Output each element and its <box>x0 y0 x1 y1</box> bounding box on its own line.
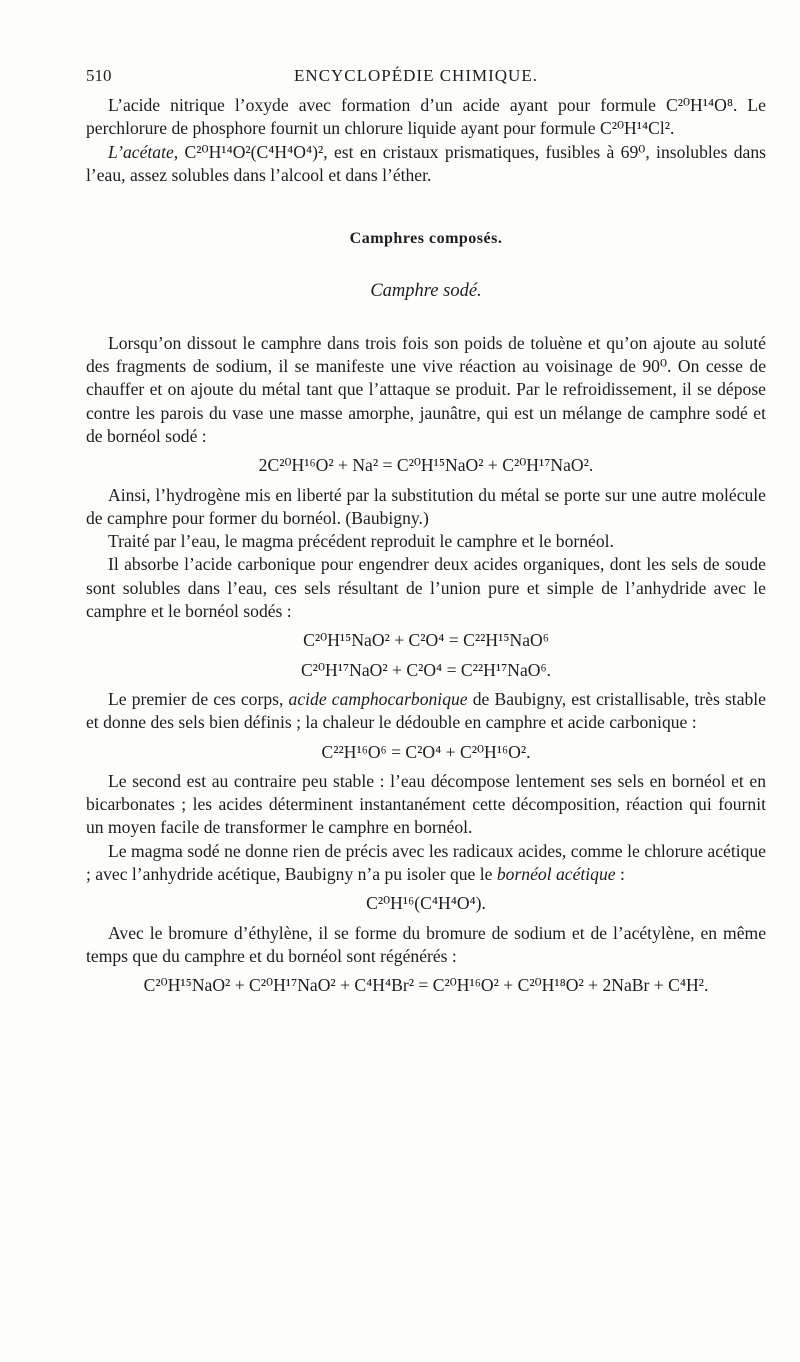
p7-start: Le premier de ces corps, <box>108 688 289 709</box>
p7-end: de Baubigny, est cristallisable, très stable et donne des sels bien définis ; la chaleur le dédouble en camphre et acide carbonique : <box>86 688 766 733</box>
paragraph-sodium-camphor: Lorsqu’on dissout le camphre dans trois fois son poids de toluène et qu’on ajoute au soluté des fragments de sodium, il se manifeste une vive réaction au voisinage de 90⁰. On cesse de chauffer et on ajoute du métal tant que l’attaque se produit. Par le refroidissement, il se dépose contre les parois du vase une masse amorphe, jaunâtre, qui est un mélange de camphre sodé et de bornéol sodé : <box>86 332 766 446</box>
paragraph-carbonic-acid: Il absorbe l’acide carbonique pour engendrer deux acides organiques, dont les sels de soude sont solubles dans l’eau, ces sels résultant de l’union pure et simple de l’anhydride avec le camphre et le bornéol sodés : <box>86 554 766 622</box>
p9-start: Le magma sodé ne donne rien de précis avec les radicaux acides, comme le chlorure acétique ; avec l’anhydride acétique, Baubigny n’a pu isoler que le <box>86 840 766 885</box>
equation-3: C²⁰H¹⁷NaO² + C²O⁴ = C²²H¹⁷NaO⁶. <box>300 659 552 680</box>
equation-2: C²⁰H¹⁵NaO² + C²O⁴ = C²²H¹⁵NaO⁶ <box>303 630 549 651</box>
section-title: Camphres composés. <box>349 230 503 248</box>
equation-4: C²²H¹⁶O⁶ = C²O⁴ + C²⁰H¹⁶O². <box>321 741 531 762</box>
p9-end: : <box>615 864 625 885</box>
equation-6: C²⁰H¹⁵NaO² + C²⁰H¹⁷NaO² + C⁴H⁴Br² = C²⁰H¹⁶O² + C²⁰H¹⁸O² + 2NaBr + C⁴H². <box>143 975 709 996</box>
acetate-term: L’acétate, <box>108 141 179 162</box>
paragraph-acid-radicals <box>86 840 766 887</box>
paragraph-nitric-acid: L’acide nitrique l’oxyde avec formation d’un acide ayant pour formule C²⁰H¹⁴O⁸. Le perchlorure de phosphore fournit un chlorure liquide ayant pour formule C²⁰H¹⁴Cl². <box>86 95 766 139</box>
borneol-acetique-term: bornéol acétique <box>496 864 616 885</box>
page-number: 510 <box>86 66 112 85</box>
acetate-description: C²⁰H¹⁴O²(C⁴H⁴O⁴)², est en cristaux prismatiques, fusibles à 69⁰, insolubles dans l’eau, assez solubles dans l’alcool et dans l’éther. <box>86 141 766 185</box>
paragraph-camphocarbonic-acid <box>86 688 766 735</box>
paragraph-hydrogen: Ainsi, l’hydrogène mis en liberté par la substitution du métal se porte sur une autre molécule de camphre pour former du bornéol. (Baubigny.) <box>86 484 766 528</box>
paragraph-ethylene-bromide: Avec le bromure d’éthylène, il se forme du bromure de sodium et de l’acétylène, en même temps que du camphre et du bornéol sont régénérés : <box>86 922 766 966</box>
running-title: ENCYCLOPÉDIE CHIMIQUE. <box>294 66 538 85</box>
paragraph-acetate <box>86 141 766 188</box>
subsection-title: Camphre sodé. <box>370 281 482 302</box>
camphocarbonic-term: acide camphocarbonique <box>288 688 468 709</box>
page-body <box>86 94 766 1004</box>
page-header <box>86 66 746 90</box>
paragraph-second-compound: Le second est au contraire peu stable : l’eau décompose lentement ses sels en bornéol et en bicarbonates ; les acides déterminent instantanément cette décomposition, réaction qui fournit un moyen facile de transformer le camphre en bornéol. <box>86 770 766 838</box>
equation-5: C²⁰H¹⁶(C⁴H⁴O⁴). <box>366 893 486 914</box>
equation-1: 2C²⁰H¹⁶O² + Na² = C²⁰H¹⁵NaO² + C²⁰H¹⁷NaO². <box>258 455 594 476</box>
paragraph-water-treatment: Traité par l’eau, le magma précédent reproduit le camphre et le bornéol. <box>108 531 614 552</box>
